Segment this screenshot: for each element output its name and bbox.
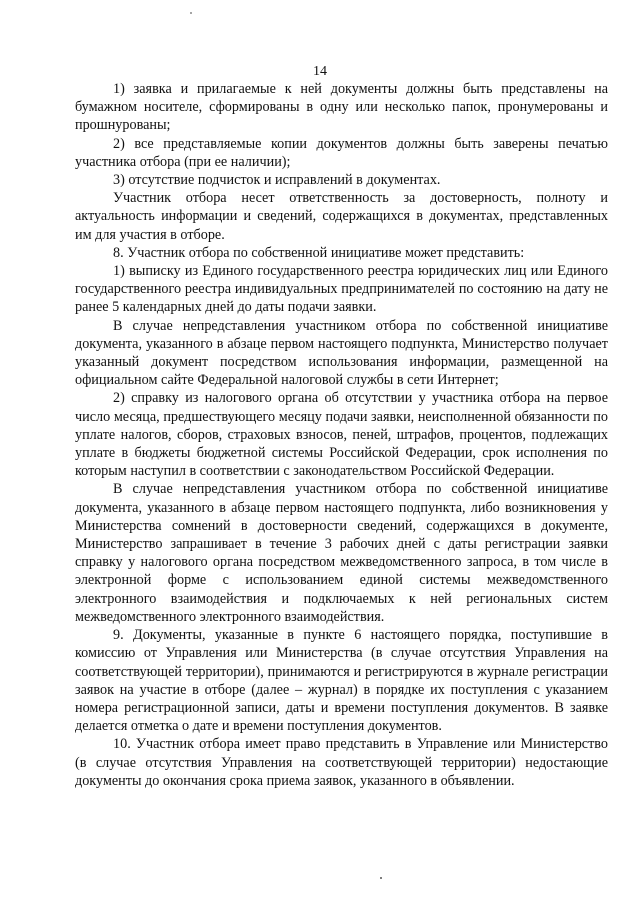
- paragraph-requirement-1: 1) заявка и прилагаемые к ней документы должны быть представлены на бумажном носителе, сформированы в одну или несколько папок, пронумерованы и прошнурованы;: [75, 81, 608, 134]
- scan-speck: [380, 877, 382, 879]
- page-number: 14: [313, 64, 327, 79]
- paragraph-requirement-3: 3) отсутствие подчисток и исправлений в документах.: [113, 172, 441, 189]
- scan-speck: [190, 12, 192, 14]
- paragraph-section-8: 8. Участник отбора по собственной инициативе может представить:: [113, 244, 525, 261]
- paragraph-section-8-item-2: 2) справку из налогового органа об отсутствии у участника отбора на первое число месяца, предшествующего месяцу подачи заявки, неисполненной обязанности по уплате налогов, сборов, страховых взносов, пеней, штрафов, процентов, подлежащих уплате в бюджеты бюджетной системы Российской Федерации, срок исполнения по которым наступил в соответствии с законодательством Российской Федерации.: [75, 390, 608, 480]
- paragraph-responsibility: Участник отбора несет ответственность за достоверность, полноту и актуальность информации и сведений, содержащихся в документах, представленных им для участия в отборе.: [75, 190, 608, 243]
- paragraph-section-10: 10. Участник отбора имеет право представить в Управление или Министерство (в случае отсутствия Управления на соответствующей территории) недостающие документы до окончания срока приема заявок, указанного в объявлении.: [75, 736, 608, 789]
- document-body: [75, 80, 608, 790]
- paragraph-section-8-item-2-note: В случае непредставления участником отбора по собственной инициативе документа, указанного в абзаце первом настоящего подпункта, либо возникновения у Министерства сомнений в достоверности сведений, содержащихся в документе, Министерство запрашивает в течение 3 рабочих дней с даты регистрации заявки справку у налогового органа посредством межведомственного запроса, в том числе в электронной форме с использованием единой системы межведомственного электронного взаимодействия и подключаемых к ней региональных систем межведомственного электронного взаимодействия.: [75, 481, 608, 625]
- paragraph-section-8-item-1-note: В случае непредставления участником отбора по собственной инициативе документа, указанного в абзаце первом настоящего подпункта, Министерство получает указанный документ посредством использования информации, размещенной на официальном сайте Федеральной налоговой службы в сети Интернет;: [75, 317, 608, 389]
- paragraph-requirement-2: 2) все представляемые копии документов должны быть заверены печатью участника отбора (при ее наличии);: [75, 135, 608, 170]
- paragraph-section-8-item-1: 1) выписку из Единого государственного реестра юридических лиц или Единого государственного реестра индивидуальных предпринимателей по состоянию на дату не ранее 5 календарных дней до даты подачи заявки.: [75, 263, 608, 316]
- paragraph-section-9: 9. Документы, указанные в пункте 6 настоящего порядка, поступившие в комиссию от Управления или Министерства (в случае отсутствия Управления на соответствующей территории), принимаются и регистрируются в журнале регистрации заявок на участие в отборе (далее – журнал) в порядке их поступления с указанием номера регистрационной записи, даты и времени поступления документов. В заявке делается отметка о дате и времени поступления документов.: [75, 627, 608, 735]
